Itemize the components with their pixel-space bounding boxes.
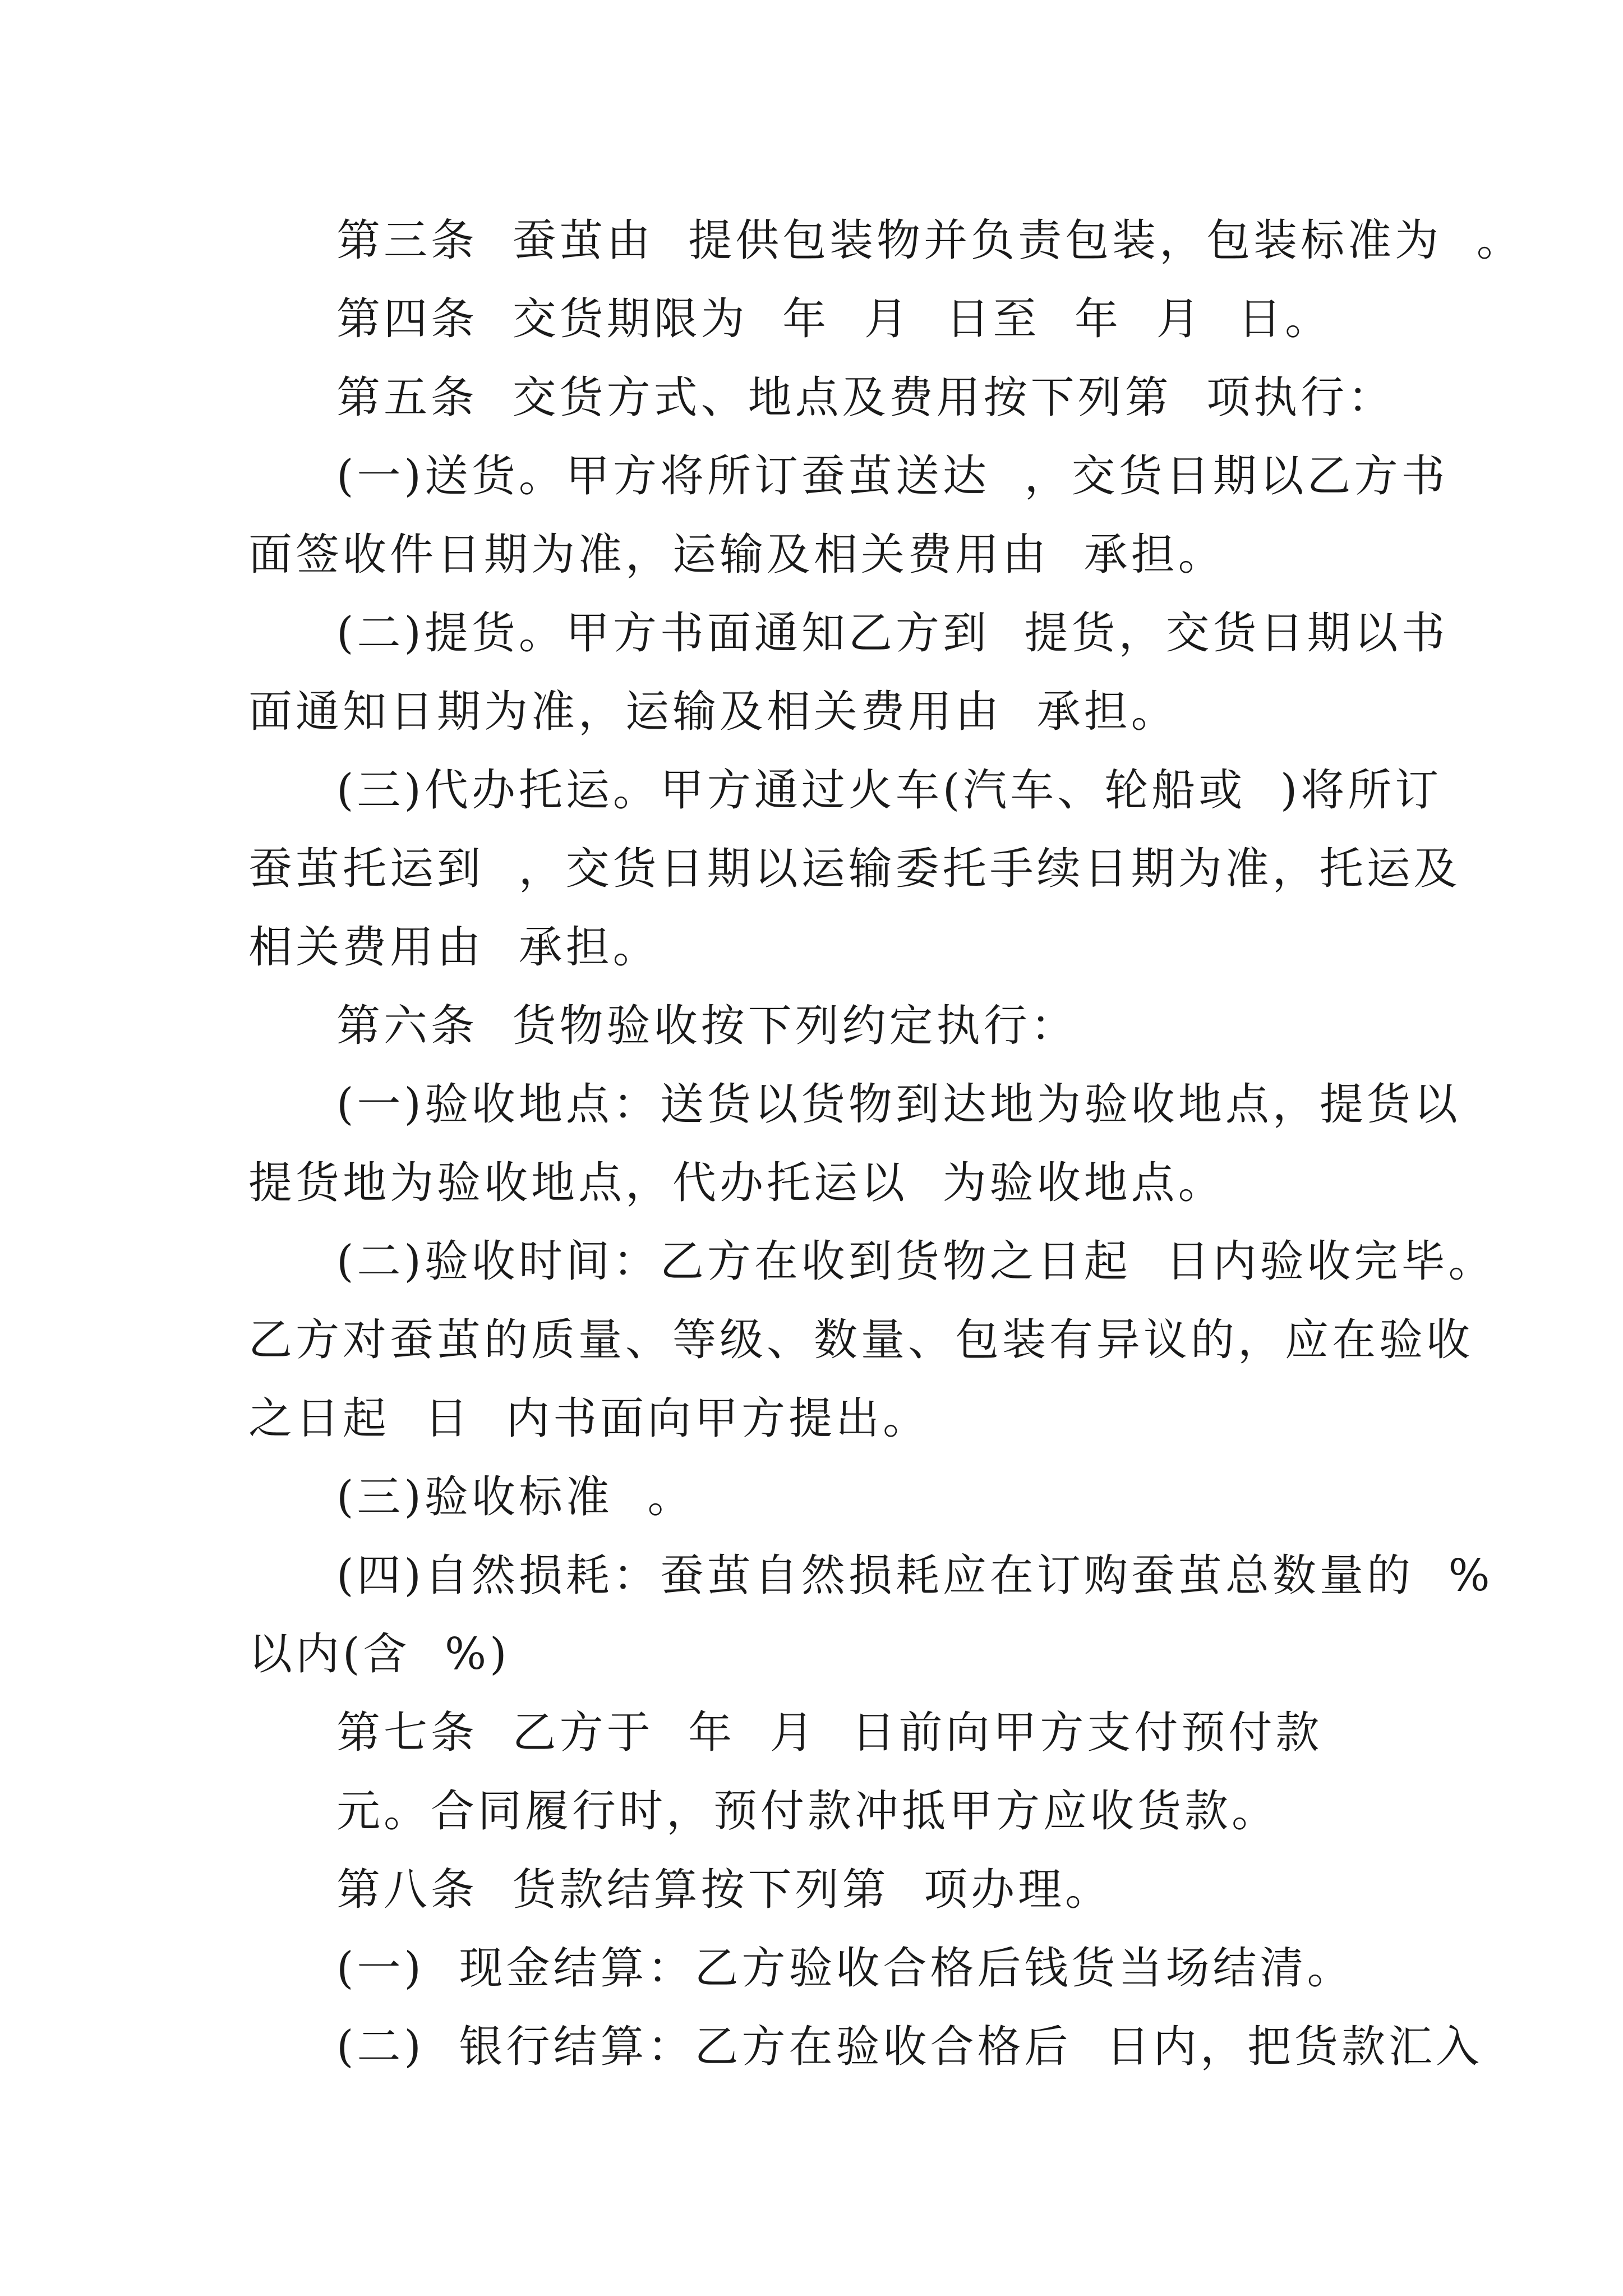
clause-5-line: 第五条 交货方式、地点及费用按下列第 项执行： — [336, 372, 1395, 423]
clause-6-item-2-line-3: 之日起 日 内书面向甲方提出。 — [248, 1393, 930, 1444]
clause-6-item-2-line-2: 乙方对蚕茧的质量、等级、数量、包装有异议的，应在验收 — [248, 1315, 1474, 1365]
clause-6-item-3-line: (三)验收标准 。 — [336, 1472, 695, 1522]
clause-5-item-3-line-2: 蚕茧托运到 ，交货日期以运输委托手续日期为准，托运及 — [248, 844, 1461, 894]
clause-6-item-1-line-1: (一)验收地点：送货以货物到达地为验收地点，提货以 — [336, 1079, 1461, 1130]
clause-8-item-2-line: (二) 银行结算：乙方在验收合格后 日内，把货款汇入 — [336, 2022, 1483, 2072]
clause-4-line: 第四条 交货期限为 年 月 日至 年 月 日。 — [336, 294, 1332, 344]
clause-5-item-1-line-2: 面签收件日期为准，运输及相关费用由 承担。 — [248, 530, 1225, 580]
clause-6-line: 第六条 货物验收按下列约定执行： — [336, 1001, 1078, 1051]
clause-3-line: 第三条 蚕茧由 提供包装物并负责包装，包装标准为 。 — [336, 215, 1524, 266]
clause-6-item-4-line-2: 以内(含 %) — [248, 1629, 510, 1680]
clause-7-line-1: 第七条 乙方于 年 月 日前向甲方支付预付款 — [336, 1708, 1323, 1758]
clause-7-line-2: 元。合同履行时，预付款冲抵甲方应收货款。 — [336, 1786, 1279, 1837]
clause-6-item-2-line-1: (二)验收时间：乙方在收到货物之日起 日内验收完毕。 — [336, 1236, 1496, 1287]
clause-5-item-3-line-3: 相关费用由 承担。 — [248, 922, 660, 973]
clause-6-item-4-line-1: (四)自然损耗：蚕茧自然损耗应在订购蚕茧总数量的 % — [336, 1550, 1493, 1601]
clause-5-item-3-line-1: (三)代办托运。甲方通过火车(汽车、轮船或 )将所订 — [336, 765, 1442, 816]
clause-8-line: 第八条 货款结算按下列第 项办理。 — [336, 1865, 1113, 1915]
clause-5-item-1-line-1: (一)送货。甲方将所订蚕茧送达 ，交货日期以乙方书 — [336, 451, 1449, 501]
clause-5-item-2-line-2: 面通知日期为准，运输及相关费用由 承担。 — [248, 687, 1178, 737]
clause-8-item-1-line: (一) 现金结算：乙方验收合格后钱货当场结清。 — [336, 1943, 1354, 1994]
clause-5-item-2-line-1: (二)提货。甲方书面通知乙方到 提货，交货日期以书 — [336, 608, 1449, 659]
clause-6-item-1-line-2: 提货地为验收地点，代办托运以 为验收地点。 — [248, 1158, 1225, 1208]
